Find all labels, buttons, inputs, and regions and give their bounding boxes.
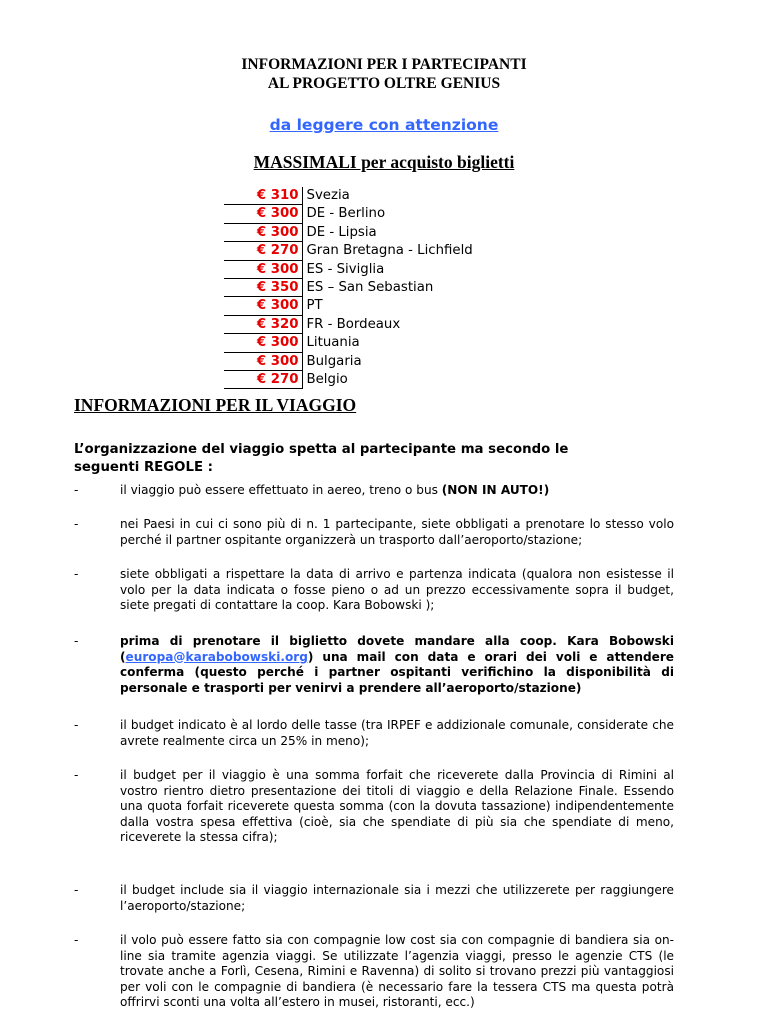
bullet-dash: - <box>74 768 79 782</box>
ticket-caps-table <box>224 187 473 389</box>
rate-price: € 270 <box>224 242 302 260</box>
rule-4-text-start: prima di prenotare il biglietto dovete mandare alla coop. Kara Bobowski ( <box>120 634 674 664</box>
rate-row <box>224 371 473 389</box>
rate-destination: ES - Siviglia <box>306 261 385 277</box>
rate-row <box>224 352 473 370</box>
bullet-dash: - <box>74 933 79 947</box>
rate-destination: Bulgaria <box>306 353 362 369</box>
rule-1-text: il viaggio può essere effettuato in aereo, treno o bus <box>120 483 442 497</box>
read-carefully-link[interactable]: da leggere con attenzione <box>269 116 499 134</box>
rate-row <box>224 315 473 333</box>
title-line-1: INFORMAZIONI PER I PARTECIPANTI <box>241 56 527 73</box>
title-line-2: AL PROGETTO OLTRE GENIUS <box>267 75 501 92</box>
rate-price: € 300 <box>224 334 302 352</box>
rate-row <box>224 223 473 241</box>
rate-row <box>224 260 473 278</box>
rate-destination: Svezia <box>306 188 350 204</box>
rule-text <box>120 483 674 499</box>
bullet-dash: - <box>74 718 79 732</box>
rate-price: € 270 <box>224 371 302 389</box>
rule-2-text: nei Paesi in cui ci sono più di n. 1 partecipante, siete obbligati a prenotare lo stesso volo perché il partner ospitante organizzerà un trasporto dall’aeroporto/stazione; <box>120 517 674 547</box>
rate-row <box>224 279 473 297</box>
rate-destination: Belgio <box>306 372 348 388</box>
rate-destination: DE - Lipsia <box>306 224 377 240</box>
rate-price: € 310 <box>224 187 302 205</box>
rate-row <box>224 187 473 205</box>
travel-info-heading: INFORMAZIONI PER IL VIAGGIO <box>74 395 357 415</box>
document-title <box>0 55 768 93</box>
rate-destination: Lituania <box>306 335 360 351</box>
rate-row <box>224 205 473 223</box>
rule-4-text-end: ) una mail con data e orari dei voli e attendere conferma (questo perché i partner ospitanti verifichino la disponibilità di personale e trasporti per venirvi a prendere all’aeroporto/stazione) <box>120 649 674 695</box>
rate-price: € 300 <box>224 205 302 223</box>
rule-8-text: il volo può essere fatto sia con compagnie low cost sia con compagnie di bandiera sia on-line sia tramite agenzia viaggi. Se utilizzate l’agenzia viaggi, presso le agenzie CTS (le trovate anche a Forlì, Cesena, Rimini e Ravenna) di solito si trovano prezzi più vantaggiosi per voli con le compagnie di bandiera (è necessario fare la tessera CTS ma questa potrà offrirvi sconti una volta all’estero in musei, ristoranti, ecc.) <box>120 933 674 1009</box>
bullet-dash: - <box>74 567 79 581</box>
rate-destination: PT <box>306 298 323 314</box>
rate-row <box>224 297 473 315</box>
rate-row <box>224 242 473 260</box>
rule-7-text: il budget include sia il viaggio internazionale sia i mezzi che utilizzerete per raggiungere l’aeroporto/stazione; <box>120 883 674 913</box>
contact-email-link[interactable]: europa@karabobowski.org <box>125 649 308 664</box>
rate-destination: DE - Berlino <box>306 206 386 222</box>
rate-price: € 300 <box>224 297 302 315</box>
rate-price: € 350 <box>224 279 302 297</box>
rate-price: € 300 <box>224 223 302 241</box>
bullet-dash: - <box>74 483 79 497</box>
rule-3-text: siete obbligati a rispettare la data di arrivo e partenza indicata (qualora non esistesse il volo per la data indicata o fosse pieno o ad un prezzo eccessivamente sopra il budget, siete pregati di contattare la coop. Kara Bobowski ); <box>120 567 674 612</box>
rate-row <box>224 334 473 352</box>
rate-price: € 320 <box>224 315 302 333</box>
rule-6-text: il budget per il viaggio è una somma forfait che riceverete dalla Provincia di Rimini al vostro rientro dietro presentazione dei titoli di viaggio e della Relazione Finale. Essendo una quota forfait riceverete questa somma (con la dovuta tassazione) indipendentemente dalla vostra spesa effettiva (cioè, sia che spendiate di più sia che spendiate di meno, riceverete la stessa cifra); <box>120 768 674 844</box>
rate-price: € 300 <box>224 260 302 278</box>
bullet-dash: - <box>74 883 79 897</box>
rule-1-emphasis: (NON IN AUTO!) <box>441 483 550 497</box>
rate-destination: ES – San Sebastian <box>306 280 434 296</box>
rule-5-text: il budget indicato è al lordo delle tasse (tra IRPEF e addizionale comunale, considerate che avrete realmente circa un 25% in meno); <box>120 718 674 748</box>
rule-text <box>120 634 674 696</box>
travel-rules-intro: L’organizzazione del viaggio spetta al partecipante ma secondo le seguenti REGOLE : <box>74 442 569 475</box>
ticket-caps-heading: MASSIMALI per acquisto biglietti <box>253 152 515 172</box>
rate-price: € 300 <box>224 352 302 370</box>
bullet-dash: - <box>74 634 79 648</box>
rate-destination: FR - Bordeaux <box>306 316 401 332</box>
bullet-dash: - <box>74 517 79 531</box>
rate-destination: Gran Bretagna - Lichfield <box>306 243 473 259</box>
